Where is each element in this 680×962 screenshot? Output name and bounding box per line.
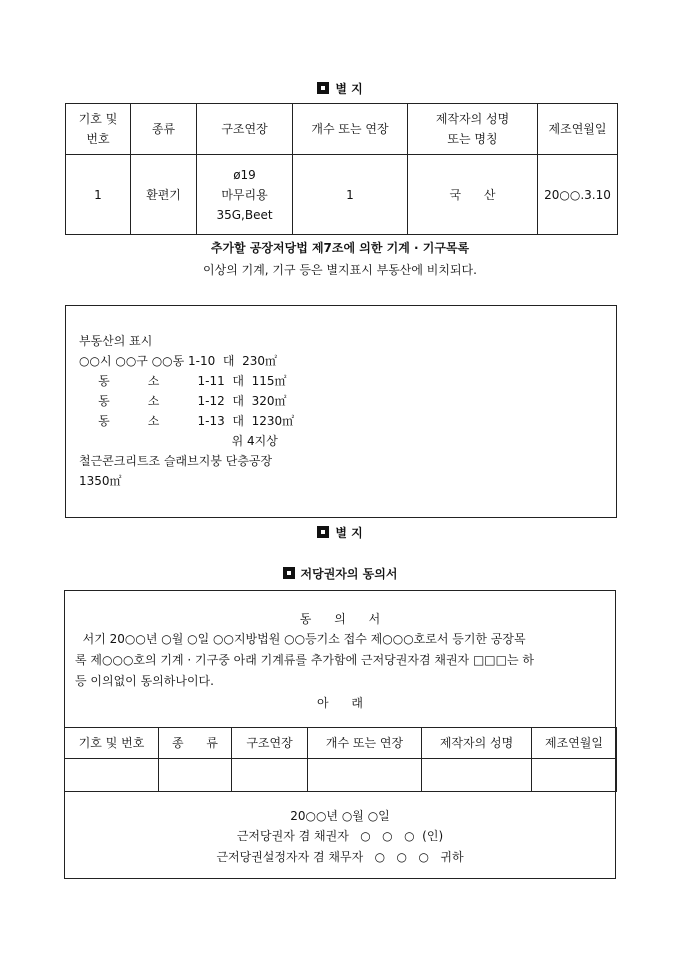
consent-date: 20○○년 ○월 ○일 xyxy=(290,809,390,823)
table-cell[interactable] xyxy=(422,759,532,792)
header-cell: 개수 또는 연장 xyxy=(293,104,408,155)
header-cell: 제조연월일 xyxy=(538,104,618,155)
table-cell[interactable] xyxy=(308,759,422,792)
consent-debtor: 근저당권설정자자 겸 채무자 ○ ○ ○ 귀하 xyxy=(216,850,464,864)
consent-heading xyxy=(0,565,680,582)
property-line: 동 소 1-12 대 320㎡ xyxy=(79,394,287,408)
equipment-table xyxy=(65,103,618,235)
table-row-empty xyxy=(65,759,617,792)
square-bullet-icon xyxy=(317,526,329,538)
table-cell: 국 산 xyxy=(408,155,538,235)
table-cell[interactable] xyxy=(532,759,617,792)
consent-paragraph-line: 서기 20○○년 ○월 ○일 ○○지방법원 ○○등기소 접수 제○○○호로서 등기한 공장목 xyxy=(75,632,526,646)
header-cell: 구조연장 xyxy=(197,104,293,155)
consent-paragraph-line: 록 제○○○호의 기계 · 기구중 아래 기계류를 추가함에 근저당권자겸 채권자 □□□는 하 xyxy=(75,653,534,667)
heading-text: 저당권자의 동의서 xyxy=(300,567,398,581)
consent-creditor: 근저당권자 겸 채권자 ○ ○ ○ (인) xyxy=(236,829,444,843)
property-box xyxy=(65,305,617,518)
property-line: 위 4지상 xyxy=(79,434,278,448)
header-cell: 구조연장 xyxy=(232,728,308,759)
heading-text: 별 지 xyxy=(335,526,363,540)
header-cell: 기호 및 번호 xyxy=(66,104,131,155)
table-cell: 20○○.3.10 xyxy=(538,155,618,235)
section1-heading xyxy=(0,80,680,97)
table-cell: 1 xyxy=(293,155,408,235)
header-cell: 제조연월일 xyxy=(532,728,617,759)
header-cell: 제작자의 성명 또는 명칭 xyxy=(408,104,538,155)
consent-table xyxy=(64,727,617,792)
square-bullet-icon xyxy=(317,82,329,94)
table-cell: 1 xyxy=(66,155,131,235)
property-line: 철근콘크리트조 슬래브지붕 단층공장 xyxy=(79,454,273,468)
consent-subtitle: 아 래 xyxy=(316,696,364,710)
table-header-row xyxy=(66,104,618,155)
header-cell: 종 류 xyxy=(159,728,232,759)
header-cell: 제작자의 성명 xyxy=(422,728,532,759)
property-line: 1350㎡ xyxy=(79,474,122,488)
caption-title: 추가할 공장저당법 제7조에 의한 기계 · 기구목록 xyxy=(210,241,470,255)
heading-text: 별 지 xyxy=(335,82,363,96)
consent-box xyxy=(64,590,616,879)
table-cell[interactable] xyxy=(65,759,159,792)
header-cell: 개수 또는 연장 xyxy=(308,728,422,759)
section2-heading xyxy=(0,524,680,541)
property-line: ○○시 ○○구 ○○동 1-10 대 230㎡ xyxy=(79,354,278,368)
consent-title: 동 의 서 xyxy=(299,612,381,626)
table-cell[interactable] xyxy=(159,759,232,792)
table-header-row xyxy=(65,728,617,759)
table-cell: 환편기 xyxy=(131,155,197,235)
square-bullet-icon xyxy=(283,567,295,579)
property-line: 동 소 1-11 대 115㎡ xyxy=(79,374,287,388)
header-cell: 종류 xyxy=(131,104,197,155)
consent-paragraph-line: 등 이의없이 동의하나이다. xyxy=(75,674,214,688)
table-cell: ø19 마무리용 35G,Beet xyxy=(197,155,293,235)
header-cell: 기호 및 번호 xyxy=(65,728,159,759)
caption-note: 이상의 기계, 기구 등은 별지표시 부동산에 비치되다. xyxy=(203,263,477,277)
table-cell[interactable] xyxy=(232,759,308,792)
property-line: 동 소 1-13 대 1230㎡ xyxy=(79,414,295,428)
property-line: 부동산의 표시 xyxy=(79,334,153,348)
table-row xyxy=(66,155,618,235)
